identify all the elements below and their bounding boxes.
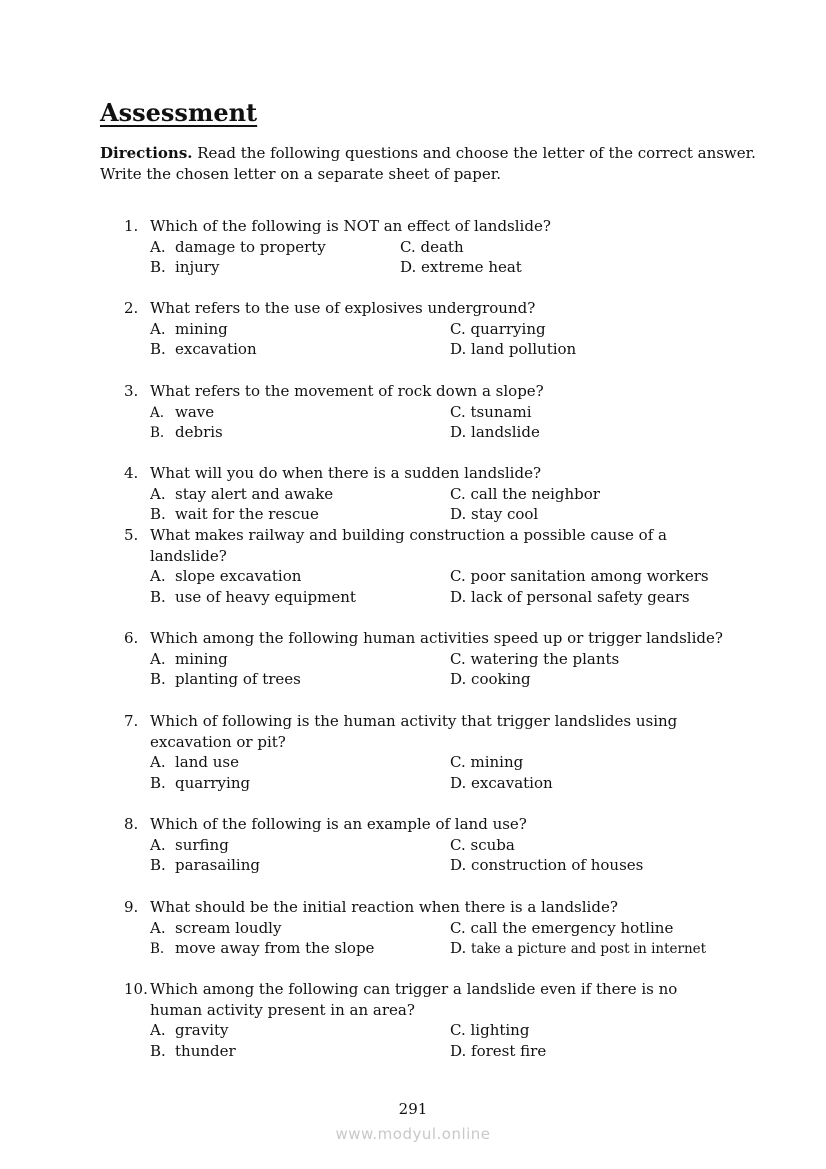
option-c: C. mining xyxy=(450,753,524,772)
watermark: www.modyul.online xyxy=(335,1125,491,1143)
option-c: C. tsunami xyxy=(450,402,532,421)
question-4 xyxy=(124,463,744,525)
question-3 xyxy=(124,381,744,443)
option-a: A. stay alert and awake xyxy=(150,484,334,503)
question-9 xyxy=(124,897,744,959)
directions-text: Read the following questions and choose the letter of the correct answer. Write the chosen letter on a separate sheet of paper. xyxy=(100,144,756,183)
question-text: Which of the following is NOT an effect of landslide? xyxy=(150,217,551,235)
directions xyxy=(100,143,760,184)
option-d: D. cooking xyxy=(450,670,531,689)
option-a: A. surfing xyxy=(150,835,229,854)
option-c: C. call the emergency hotline xyxy=(450,918,674,937)
options xyxy=(150,484,744,525)
question-number: 6. xyxy=(124,629,139,647)
options xyxy=(150,319,744,360)
option-d: D. take a picture and post in internet xyxy=(450,939,707,958)
options xyxy=(150,1020,744,1061)
question-text: Which among the following human activities speed up or trigger landslide? xyxy=(150,629,723,647)
question-number: 3. xyxy=(124,382,139,400)
option-c: C. lighting xyxy=(450,1021,530,1040)
option-b: B. excavation xyxy=(150,340,257,359)
options xyxy=(150,237,744,278)
question-number: 2. xyxy=(124,299,139,317)
question-6 xyxy=(124,628,744,690)
option-b: B. thunder xyxy=(150,1041,236,1060)
question-text: What will you do when there is a sudden landslide? xyxy=(150,464,541,482)
option-b: B. parasailing xyxy=(150,856,260,875)
option-b: B. wait for the rescue xyxy=(150,505,319,524)
directions-label: Directions. xyxy=(100,144,193,162)
option-a: A. slope excavation xyxy=(150,567,302,586)
option-a: A. damage to property xyxy=(150,237,326,256)
option-a: A. wave xyxy=(150,402,215,421)
option-c: C. watering the plants xyxy=(450,649,620,668)
question-text: Which among the following can trigger a landslide even if there is no human activity present in an area? xyxy=(150,980,678,1019)
question-2 xyxy=(124,298,744,360)
options xyxy=(150,835,744,876)
question-8 xyxy=(124,814,744,876)
question-1 xyxy=(124,216,744,278)
question-number: 4. xyxy=(124,464,139,482)
options xyxy=(150,918,744,959)
question-text: What should be the initial reaction when there is a landslide? xyxy=(150,898,618,916)
option-b: B. move away from the slope xyxy=(150,939,375,958)
question-5 xyxy=(124,525,744,607)
option-a: A. land use xyxy=(150,753,240,772)
option-c: C. poor sanitation among workers xyxy=(450,567,709,586)
option-b: B. use of heavy equipment xyxy=(150,587,356,606)
option-d: D. excavation xyxy=(450,773,553,792)
question-text: What refers to the use of explosives underground? xyxy=(150,299,536,317)
question-text: Which of following is the human activity that trigger landslides using excavation or pit? xyxy=(150,712,678,751)
question-text: What refers to the movement of rock down a slope? xyxy=(150,382,544,400)
question-number: 5. xyxy=(124,526,139,544)
option-c: C. death xyxy=(400,237,464,256)
option-a: A. mining xyxy=(150,649,228,668)
options xyxy=(150,402,744,443)
option-b: B. debris xyxy=(150,423,223,442)
options xyxy=(150,752,744,793)
question-number: 1. xyxy=(124,217,139,235)
question-number: 10. xyxy=(124,980,148,998)
option-d: D. lack of personal safety gears xyxy=(450,587,690,606)
option-c: C. quarrying xyxy=(450,319,546,338)
option-c: C. call the neighbor xyxy=(450,484,600,503)
option-d: D. stay cool xyxy=(450,505,539,524)
options xyxy=(150,649,744,690)
option-d: D. forest fire xyxy=(450,1041,547,1060)
option-d: D. land pollution xyxy=(450,340,577,359)
option-a: A. gravity xyxy=(150,1021,229,1040)
options xyxy=(150,566,744,607)
option-d: D. construction of houses xyxy=(450,856,644,875)
question-number: 9. xyxy=(124,898,139,916)
question-10 xyxy=(124,979,744,1061)
option-d: D. extreme heat xyxy=(400,258,522,277)
option-b: B. quarrying xyxy=(150,773,251,792)
option-b: B. injury xyxy=(150,258,220,277)
page-title: Assessment xyxy=(100,98,258,127)
question-text: What makes railway and building construction a possible cause of a landslide? xyxy=(150,526,667,565)
question-number: 8. xyxy=(124,815,139,833)
option-c: C. scuba xyxy=(450,835,515,854)
question-text: Which of the following is an example of land use? xyxy=(150,815,527,833)
option-b: B. planting of trees xyxy=(150,670,301,689)
question-7 xyxy=(124,711,744,793)
option-a: A. scream loudly xyxy=(150,918,282,937)
option-d: D. landslide xyxy=(450,423,540,442)
page-number: 291 xyxy=(398,1100,428,1118)
question-number: 7. xyxy=(124,712,139,730)
option-a: A. mining xyxy=(150,319,228,338)
